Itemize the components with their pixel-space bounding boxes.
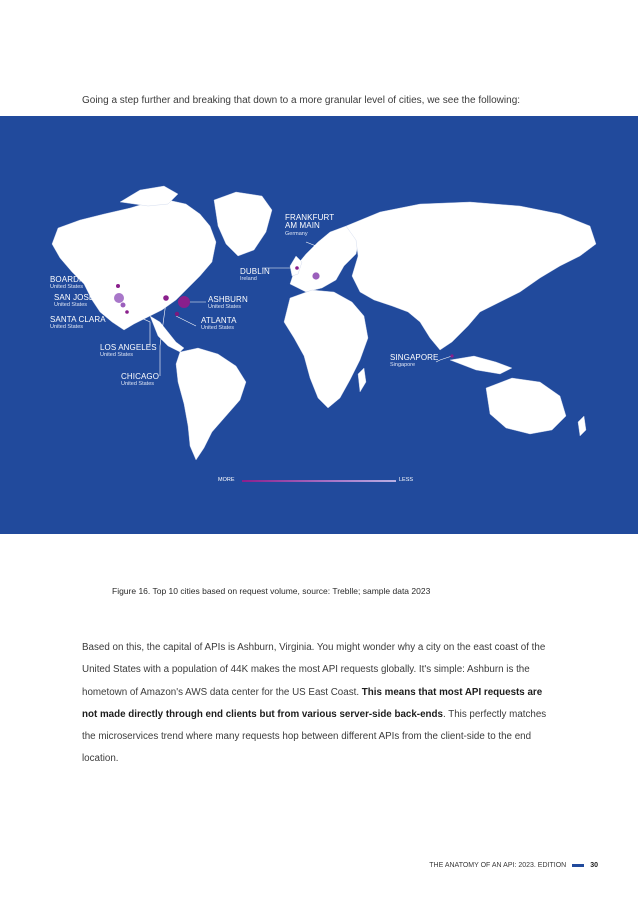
intro-text: Going a step further and breaking that down to a more granular level of cities, we see the following: <box>82 95 521 106</box>
bubble-ashburn <box>178 296 190 308</box>
city-name: DUBLIN <box>240 267 270 276</box>
bubble-atlanta <box>175 312 179 316</box>
label-atlanta <box>201 317 237 332</box>
country-name: United States <box>100 352 134 359</box>
country-name: United States <box>50 324 84 331</box>
asia-landmass <box>346 202 596 350</box>
body-text-part1: Based on this, the capital of APIs is Ashburn, Virginia. You might wonder why a city on the east coast of the United States with a population of 44K makes the most API requests globally. It's simple: Ashburn is the hometown of Amazon's AWS data center for the US East Coast. <box>82 642 546 698</box>
australia-landmass <box>486 378 566 434</box>
bubble-dublin <box>295 266 299 270</box>
country-name: United States <box>54 302 88 309</box>
city-name: CHICAGO <box>121 372 160 381</box>
south-america-landmass <box>176 348 246 460</box>
body-text-part2: . This perfectly matches the microservices trend where many requests hop between different APIs from the client-side to the end location. <box>82 708 547 765</box>
label-santa-clara <box>50 316 106 331</box>
city-name: BOARDMAN <box>50 275 98 284</box>
world-map-panel <box>0 116 638 534</box>
figure-caption: Figure 16. Top 10 cities based on request volume, source: Treblle; sample data 2023 <box>112 586 431 596</box>
city-name: ASHBURN <box>208 295 248 304</box>
country-name: United States <box>50 284 84 291</box>
city-name: SINGAPORE <box>390 353 439 362</box>
label-san-jose <box>54 294 94 309</box>
leader-atlanta <box>176 316 196 326</box>
country-name: United States <box>208 304 242 311</box>
country-name: Ireland <box>240 276 257 283</box>
country-name: Germany <box>285 230 308 237</box>
body-text-emphasis: This means that most API requests are not made directly through end clients but from various server-side back-ends <box>82 686 543 720</box>
north-america-landmass <box>52 200 216 330</box>
new-zealand <box>578 416 586 436</box>
label-singapore <box>390 354 438 369</box>
madagascar <box>358 368 366 392</box>
page-number: 30 <box>590 862 598 869</box>
bubble-frankfurt <box>312 272 319 279</box>
country-name: United States <box>121 381 155 388</box>
legend-gradient-bar <box>242 480 396 482</box>
label-dublin <box>240 268 270 283</box>
bubble-san-jose <box>114 293 124 303</box>
africa-landmass <box>284 290 368 408</box>
legend-more-label: MORE <box>218 477 235 483</box>
bubble-singapore <box>450 354 453 357</box>
city-name: SAN JOSE <box>54 293 95 302</box>
city-name: FRANKFURT AM MAIN <box>285 213 335 231</box>
footer-dash <box>572 864 584 867</box>
legend-less-label: LESS <box>399 477 414 483</box>
page-footer <box>429 862 598 869</box>
body-paragraph <box>82 637 552 771</box>
country-name: United States <box>201 325 235 332</box>
footer-title: THE ANATOMY OF AN API: 2023. EDITION <box>429 862 567 869</box>
indonesia-islands <box>450 356 512 374</box>
label-chicago <box>121 373 159 388</box>
bubble-chicago <box>163 295 169 301</box>
bubble-los-angeles <box>125 310 129 314</box>
city-name: SANTA CLARA <box>50 315 106 324</box>
city-name: ATLANTA <box>201 316 237 325</box>
bubble-boardman <box>116 284 120 288</box>
country-name: Singapore <box>390 362 416 369</box>
city-name: LOS ANGELES <box>100 343 157 352</box>
greenland-landmass <box>214 192 272 256</box>
label-ashburn <box>208 296 248 311</box>
bubble-santa-clara <box>121 303 126 308</box>
label-frankfurt <box>285 214 345 238</box>
label-boardman <box>50 276 97 291</box>
label-los-angeles <box>100 344 157 359</box>
